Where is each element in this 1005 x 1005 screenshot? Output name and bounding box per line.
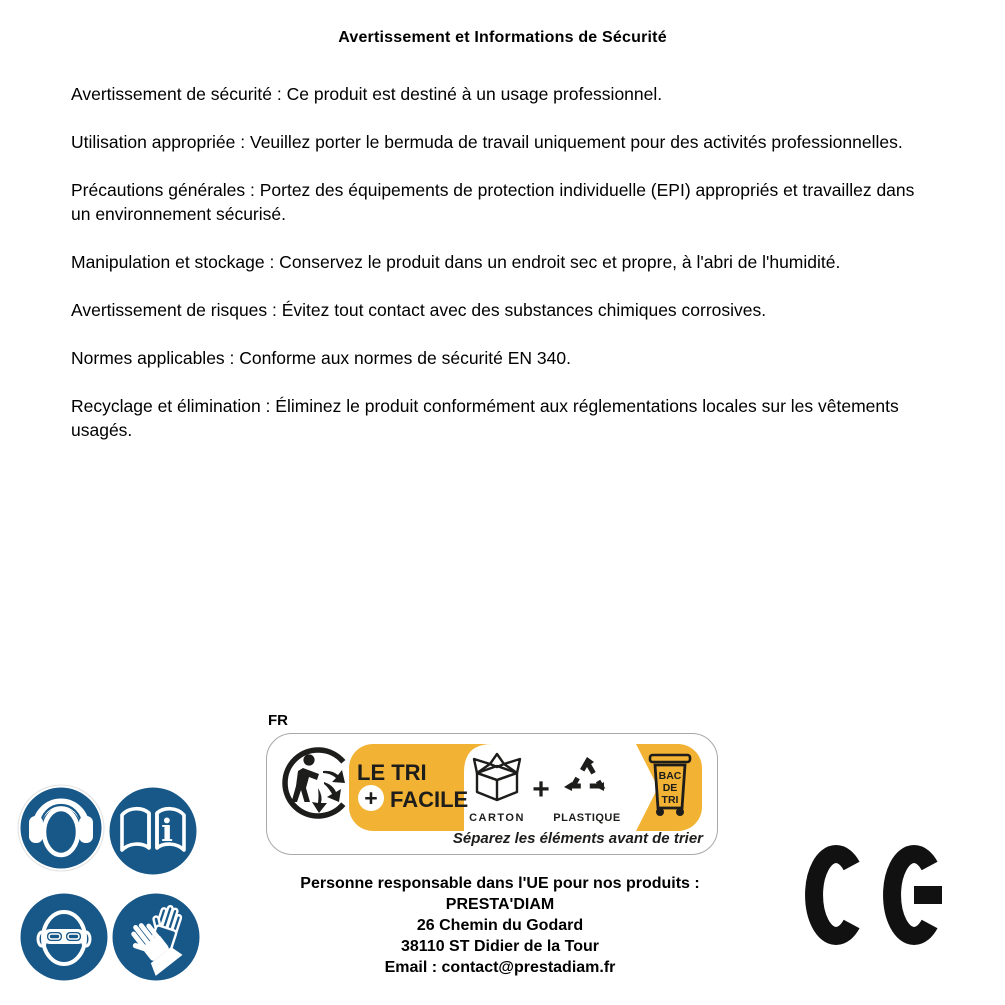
- wear-protective-gloves-icon: [111, 892, 201, 982]
- company-name: PRESTA'DIAM: [445, 896, 555, 913]
- bin-word2-label: DE: [662, 782, 678, 794]
- paragraph-handling-storage: Manipulation et stockage : Conservez le produit dans un endroit sec et propre, à l'abri de l'humidité.: [71, 252, 841, 272]
- paragraph-appropriate-use: Utilisation appropriée : Veuillez porter le bermuda de travail uniquement pour des activités professionnelles.: [71, 132, 903, 152]
- address-city: 38110 ST Didier de la Tour: [401, 938, 599, 955]
- country-code-label: FR: [268, 712, 288, 729]
- le-tri-facile-band: [349, 744, 702, 831]
- bin-word1-label: BAC: [658, 770, 682, 782]
- triman-recycling-banner: [266, 710, 722, 858]
- responsible-person-block: [250, 873, 750, 978]
- paragraph-general-precautions: Précautions générales : Portez des équipements de protection individuelle (EPI) appropriés et travaillez dans un environnement sécurisé.: [71, 180, 915, 224]
- contact-email: Email : contact@prestadiam.fr: [384, 959, 616, 976]
- carton-label: CARTON: [469, 812, 525, 824]
- separator-plus-label: +: [532, 773, 550, 806]
- ce-mark-icon: [795, 835, 955, 955]
- paragraph-risk-warning: Avertissement de risques : Évitez tout contact avec des substances chimiques corrosives.: [71, 300, 767, 320]
- info-glyph: i: [161, 813, 173, 849]
- bin-word3-label: TRI: [661, 794, 679, 806]
- page-title: Avertissement et Informations de Sécurité: [338, 29, 667, 46]
- sorting-tagline: Séparez les éléments avant de trier: [452, 830, 703, 847]
- responsible-intro-line: Personne responsable dans l'UE pour nos produits :: [300, 875, 700, 892]
- paragraph-recycling: Recyclage et élimination : Éliminez le produit conformément aux réglementations locales sur les vêtements usagés.: [71, 396, 899, 440]
- safety-paragraphs: [71, 82, 936, 466]
- banner-line1-label: LE TRI: [357, 760, 427, 785]
- address-street: 26 Chemin du Godard: [416, 917, 584, 934]
- banner-plus-label: +: [364, 785, 378, 811]
- read-instruction-manual-icon: [108, 786, 198, 876]
- paragraph-safety-warning: Avertissement de sécurité : Ce produit est destiné à un usage professionnel.: [71, 84, 663, 104]
- plastique-label: PLASTIQUE: [553, 812, 621, 824]
- wear-ear-protection-icon: [16, 783, 106, 873]
- triman-logo-icon: [279, 744, 357, 822]
- banner-line2-label: FACILE: [390, 787, 469, 812]
- triman-banner-box: [266, 733, 718, 855]
- wear-eye-protection-icon: [19, 892, 109, 982]
- paragraph-standards: Normes applicables : Conforme aux normes de sécurité EN 340.: [71, 348, 571, 368]
